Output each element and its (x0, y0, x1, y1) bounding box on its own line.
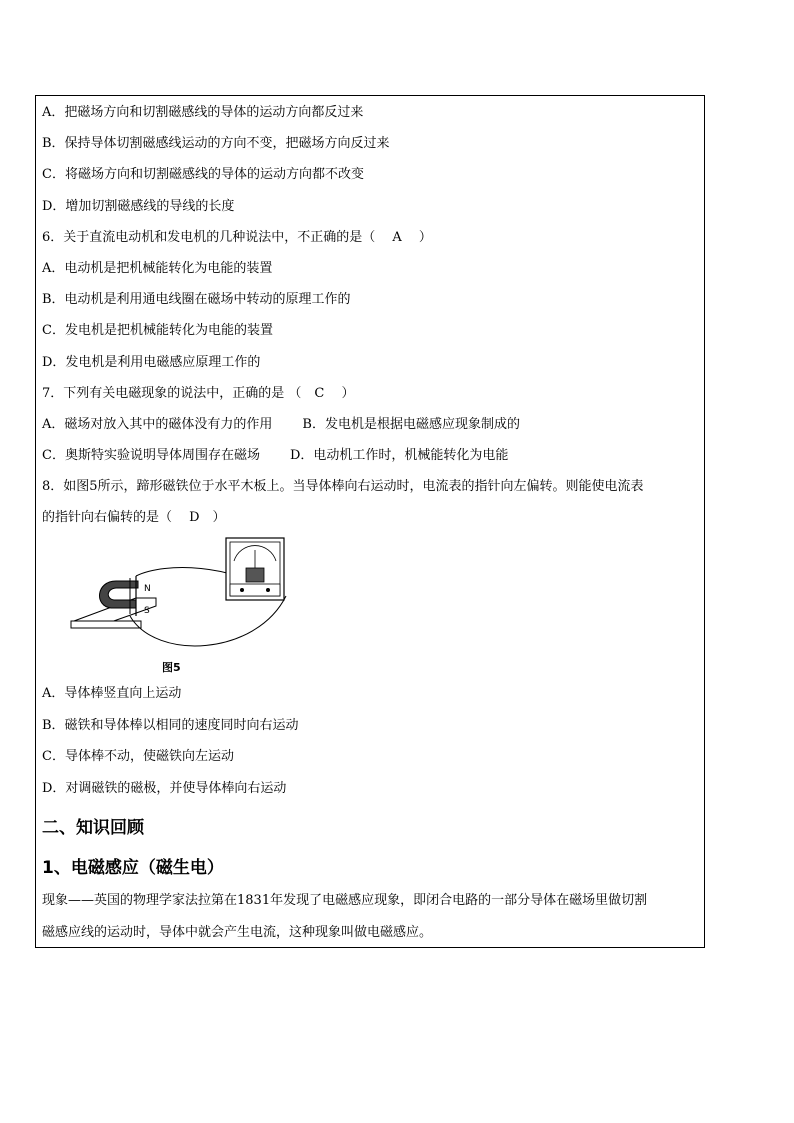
horseshoe-magnet (100, 581, 138, 608)
question-box (35, 95, 705, 948)
q7-option-a: A．磁场对放入其中的磁体没有力的作用 (42, 417, 273, 432)
wooden-board (71, 621, 141, 628)
q7-options-row-2 (42, 448, 508, 464)
q8-option-a: A．导体棒竖直向上运动 (42, 686, 182, 701)
q5-option-a: A．把磁场方向和切割磁感线的导体的运动方向都反过来 (42, 105, 364, 120)
figure-5-diagram (66, 536, 316, 686)
figure-5-caption: 图5 (162, 661, 181, 674)
q5-option-d: D．增加切割磁感线的导线的长度 (42, 199, 235, 214)
q8-stem-line-2: 的指针向右偏转的是（ D ） (42, 510, 226, 525)
q7-option-d: D．电动机工作时，机械能转化为电能 (289, 448, 509, 463)
q8-stem-line-1: 8．如图5所示，蹄形磁铁位于水平木板上。当导体棒向右运动时，电流表的指针向左偏转。则能使电流表 (42, 479, 644, 494)
south-pole-label: S (144, 606, 150, 616)
paragraph-line-1: 现象——英国的物理学家法拉第在1831年发现了电磁感应现象，即闭合电路的一部分导体在磁场里做切割 (42, 893, 648, 908)
q7-options-row-1 (42, 417, 520, 433)
q7-option-b: B．发电机是根据电磁感应现象制成的 (302, 417, 520, 432)
q6-option-a: A．电动机是把机械能转化为电能的装置 (42, 261, 273, 276)
q6-option-d: D．发电机是利用电磁感应原理工作的 (42, 355, 261, 370)
q8-option-d: D．对调磁铁的磁极，并使导体棒向右运动 (42, 781, 287, 796)
north-pole-label: N (144, 584, 151, 594)
section-heading: 二、知识回顾 (42, 818, 144, 838)
q6-stem: 6．关于直流电动机和发电机的几种说法中，不正确的是（ A ） (42, 230, 432, 245)
q6-option-b: B．电动机是利用通电线圈在磁场中转动的原理工作的 (42, 292, 351, 307)
q8-option-c: C．导体棒不动，使磁铁向左运动 (42, 749, 234, 764)
paragraph-line-2: 磁感应线的运动时，导体中就会产生电流，这种现象叫做电磁感应。 (42, 925, 433, 940)
q8-option-b: B．磁铁和导体棒以相同的速度同时向右运动 (42, 718, 299, 733)
q7-option-c: C．奥斯特实验说明导体周围存在磁场 (42, 448, 260, 463)
q5-option-c: C．将磁场方向和切割磁感线的导体的运动方向都不改变 (42, 167, 364, 182)
q5-option-b: B．保持导体切割磁感线运动的方向不变，把磁场方向反过来 (42, 136, 390, 151)
q7-stem: 7．下列有关电磁现象的说法中，正确的是 （ C ） (42, 386, 355, 401)
q6-option-c: C．发电机是把机械能转化为电能的装置 (42, 323, 273, 338)
section-subheading: 1、电磁感应（磁生电） (42, 858, 224, 878)
